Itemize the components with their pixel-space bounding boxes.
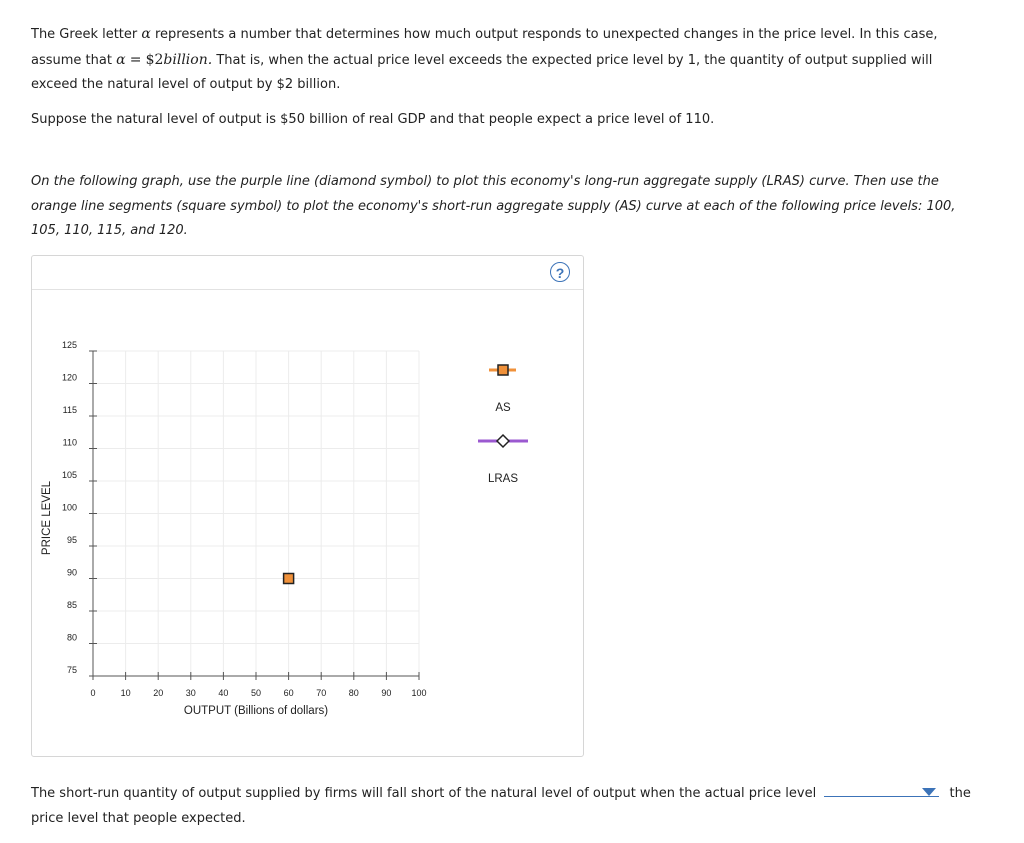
x-tick-label: 100 (411, 688, 427, 698)
graph-panel (31, 255, 584, 757)
axes (62, 340, 427, 698)
x-tick-label: 60 (283, 688, 294, 698)
question-part-1: The short-run quantity of output supplied by firms will fall short of the natural level of output when the actual price level (31, 786, 817, 801)
price-level-dropdown[interactable] (824, 782, 939, 797)
y-tick-label: 75 (66, 665, 77, 675)
intro-text-2: represents a number that determines how much output responds to unexpected changes in the price level. In this case, assume that (31, 27, 938, 68)
x-axis-label: OUTPUT (Billions of dollars) (183, 705, 329, 717)
graph-canvas[interactable] (32, 256, 583, 756)
assumption-text: Suppose the natural level of output is $50 billion of real GDP and that people expect a price level of 110. (31, 112, 715, 127)
alpha-value: $2 (145, 51, 164, 68)
placed-points (284, 574, 294, 584)
help-icon[interactable]: ? (550, 262, 570, 282)
y-tick-label: 115 (62, 405, 77, 415)
equals-sign: = (129, 51, 142, 68)
x-tick-label: 30 (185, 688, 196, 698)
x-tick-label: 40 (218, 688, 229, 698)
chevron-down-icon (922, 788, 936, 796)
question-text (31, 781, 991, 831)
as-point-square-icon (284, 574, 294, 584)
alpha-symbol: α (141, 26, 151, 42)
y-tick-label: 120 (61, 372, 77, 383)
y-axis-label: PRICE LEVEL (41, 480, 53, 556)
y-tick-label: 110 (62, 437, 77, 448)
y-tick-label: 80 (66, 632, 77, 643)
x-tick-label: 90 (381, 688, 392, 698)
y-tick-label: 90 (66, 567, 77, 578)
intro-text-3: That is, when the actual price level exceeds the expected price level by 1, the quantity of output supplied will exceed the natural level of output by $2 billion. (31, 52, 933, 92)
y-tick-label: 95 (66, 535, 77, 545)
alpha-unit: billion. (163, 51, 213, 68)
alpha-symbol-2: α (116, 51, 126, 68)
x-tick-label: 50 (250, 688, 262, 698)
as-legend-label: AS (495, 402, 511, 414)
x-tick-label: 80 (348, 688, 359, 698)
intro-text-1: The Greek letter (31, 27, 138, 42)
x-tick-label: 0 (90, 688, 96, 698)
lras-tool-diamond-icon (497, 435, 509, 447)
y-tick-label: 105 (61, 470, 77, 480)
gridlines (93, 351, 419, 676)
as-tool-square-icon (498, 365, 508, 375)
as-tool[interactable] (489, 365, 516, 375)
y-tick-label: 125 (61, 340, 77, 350)
y-tick-label: 100 (61, 502, 77, 513)
x-tick-label: 10 (120, 688, 131, 698)
lras-legend-label: LRAS (487, 473, 519, 485)
instructions-text: On the following graph, use the purple line (diamond symbol) to plot this economy's long-run aggregate supply (LRAS) curve. Then use the orange line segments (square symbol) to plot the economy's short-run aggregate supply (AS) curve at each of the following price levels: 100, 105, 110, 115, and 120. (31, 174, 956, 238)
x-tick-label: 20 (153, 688, 164, 698)
question-part-2: the price level that people expected. (31, 786, 971, 826)
intro-paragraph (31, 22, 981, 98)
lras-tool[interactable] (478, 435, 528, 447)
y-tick-label: 85 (66, 600, 77, 610)
x-tick-label: 70 (316, 688, 327, 698)
